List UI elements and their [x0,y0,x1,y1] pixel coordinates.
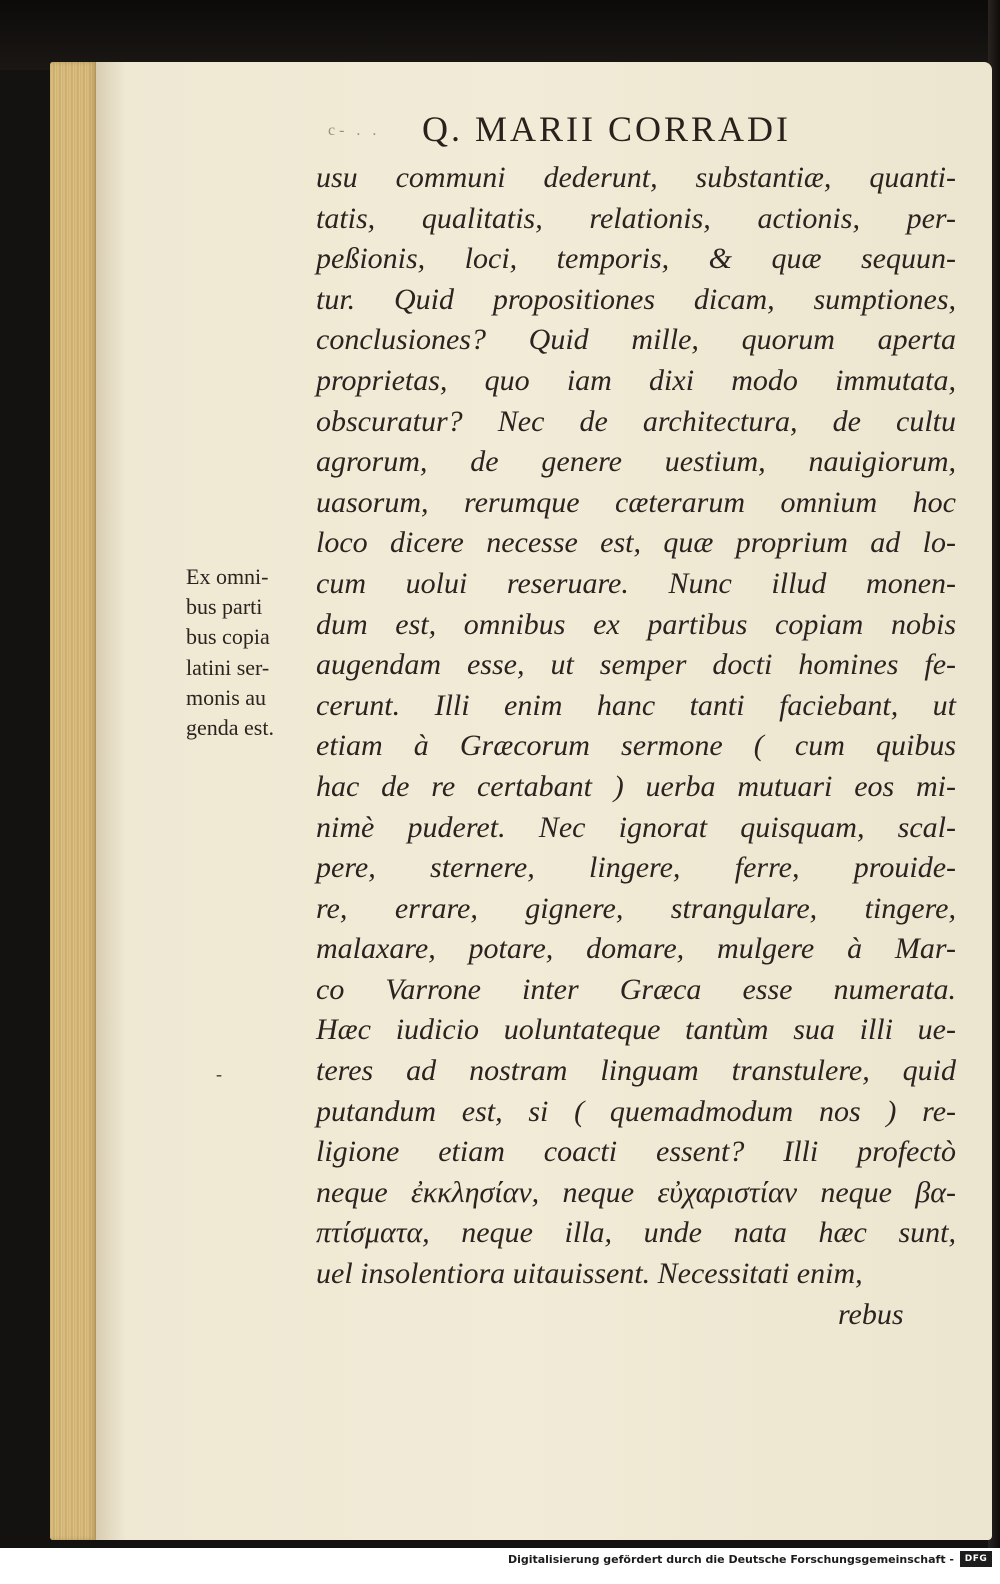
marginal-note-line: Ex omni- [186,564,269,589]
text-line: teres ad nostram linguam transtulere, quid [316,1054,956,1088]
marginal-note-line: monis au [186,684,267,710]
text-line: agrorum, de genere uestium, nauigiorum, [316,445,956,479]
footer-credit: Digitalisierung gefördert durch die Deutsche Forschungsgemeinschaft - [507,1553,954,1566]
marginal-note-line: latini ser- [186,654,270,680]
text-line: putandum est, si ( quemadmodum nos ) re- [316,1094,956,1128]
text-line: malaxare, potare, domare, mulgere à Mar- [316,932,956,966]
margin-dash: - [216,1064,222,1084]
text-line: proprietas, quo iam dixi modo immutata, [316,363,956,397]
text-line: neque ἐκκλησίαν, neque εὐχαριστίαν neque βα- [316,1175,956,1209]
text-line: uel insolentiora uitauissent. Necessitati enim, [316,1257,863,1291]
marginal-note-line: bus parti [186,594,263,620]
text-line: pere, sternere, lingere, ferre, prouide- [316,851,956,885]
running-head: Q. MARII CORRADI [422,109,792,149]
text-line: loco dicere necesse est, quæ proprium ad lo- [316,526,956,560]
text-line: obscuratur? Nec de architectura, de cultu [316,404,956,438]
catchword: rebus [838,1298,904,1331]
text-line: uasorum, rerumque cæterarum omnium hoc [316,485,956,519]
marginal-note-line: bus copia [186,624,270,650]
marginal-note-line: genda est. [186,714,274,740]
scan-background [0,0,1000,70]
text-line: augendam esse, ut semper docti homines fe- [316,648,956,682]
page-edges [50,62,96,1540]
text-line: cum uolui reseruare. Nunc illud monen- [316,566,956,600]
text-line: peßionis, loci, temporis, & quæ sequun- [316,242,956,276]
text-line: ligione etiam coacti essent? Illi profectò [316,1135,956,1169]
text-line: Hæc iudicio uoluntateque tantùm sua illi ue- [316,1013,956,1047]
text-line: usu communi dederunt, substantiæ, quanti- [316,161,956,194]
marginal-note [186,562,316,743]
text-line: nimè puderet. Nec ignorat quisquam, scal- [316,810,956,844]
text-line: conclusiones? Quid mille, quorum aperta [316,323,956,357]
text-line: hac de re certabant ) uerba mutuari eos mi- [316,769,956,803]
text-line: re, errare, gignere, strangulare, tingere, [316,891,956,925]
text-line: tur. Quid propositiones dicam, sumptiones, [316,282,956,316]
text-line: dum est, omnibus ex partibus copiam nobis [316,607,956,641]
text-line: co Varrone inter Græca esse numerata. [316,972,956,1006]
running-head-mark: c- . . [328,122,381,139]
text-line: πτίσματα, neque illa, unde nata hæc sunt, [316,1216,956,1250]
main-text-block [316,158,956,1295]
text-line: tatis, qualitatis, relationis, actionis, per- [316,201,956,235]
text-line: cerunt. Illi enim hanc tanti faciebant, ut [316,688,956,722]
dfg-logo: DFG [960,1551,992,1567]
text-line: etiam à Græcorum sermone ( cum quibus [316,729,956,763]
page-gutter-shadow [96,62,126,1540]
